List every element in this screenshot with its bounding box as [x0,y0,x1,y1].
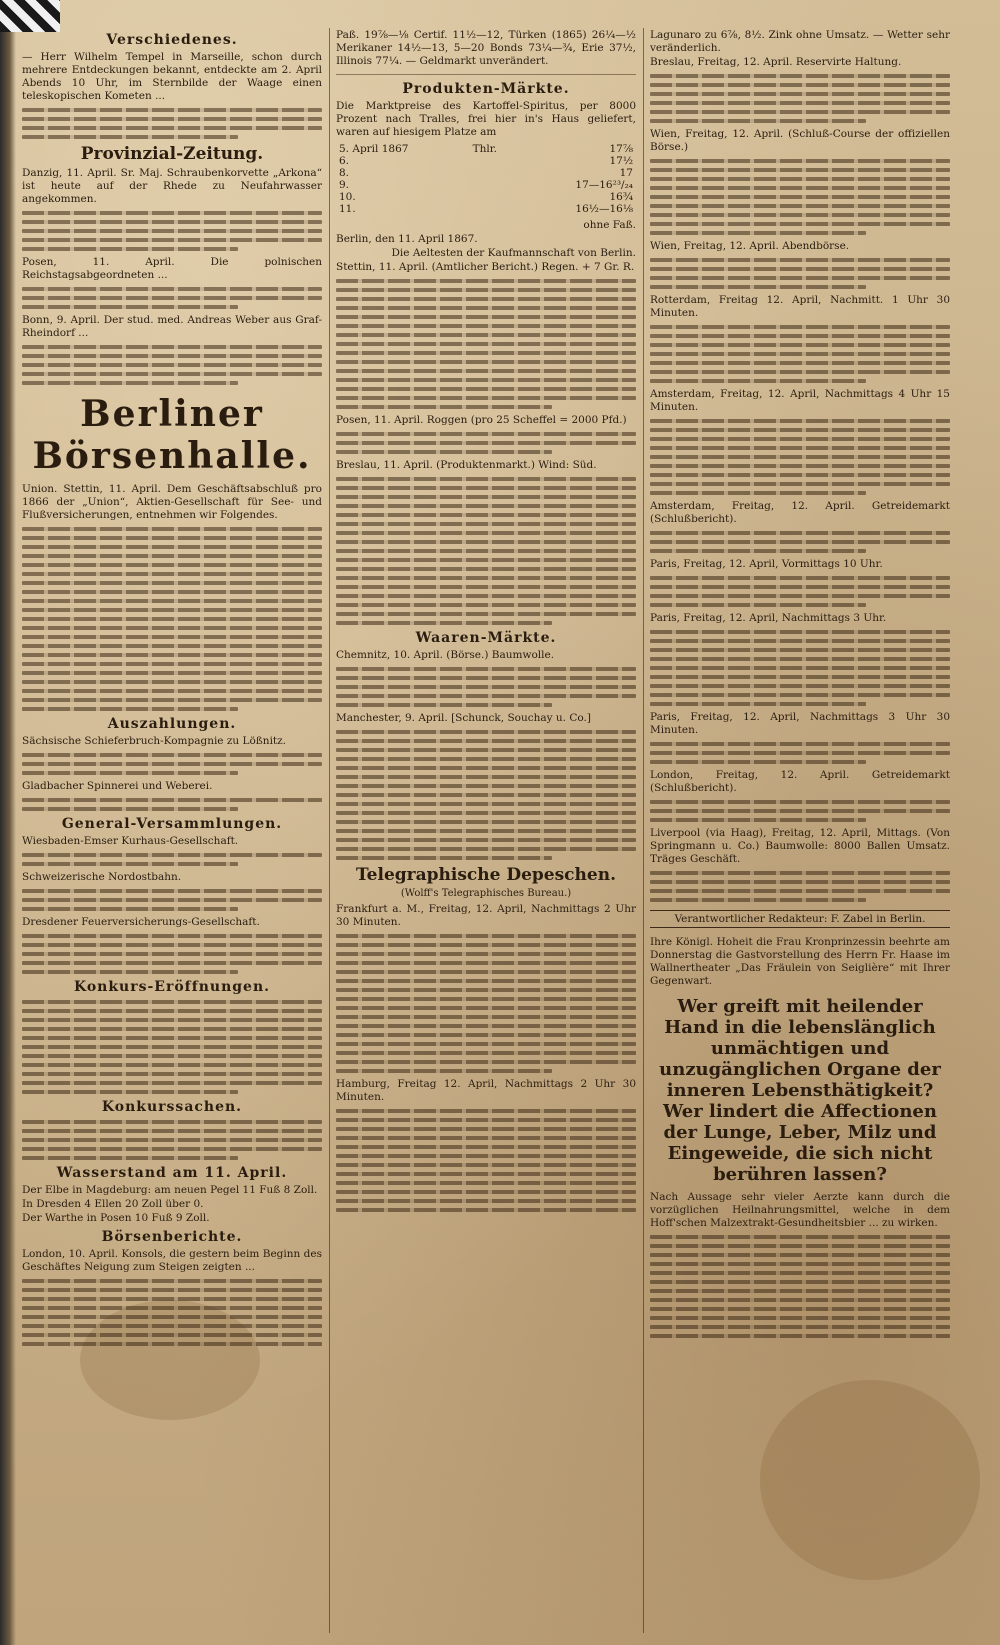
text-block [650,258,950,289]
notice-text: Ihre Königl. Hoheit die Frau Kronprinzessin beehrte am Donnerstag die Gastvorstellung des Herrn Fr. Haase im Wallnertheater „Das Fräulein von Seiglière“ mit Ihrer Gegenwart. [650,936,950,987]
spirit-unit [470,167,524,179]
spirit-price-row [336,143,636,155]
wasserstand-heading: Wasserstand am 11. April. [56,1165,288,1181]
text-block [22,1120,322,1160]
text-block [22,211,322,251]
boersenberichte-heading: Börsenberichte. [101,1229,243,1245]
spirit-unit [470,179,524,191]
union-text: Union. Stettin, 11. April. Dem Geschäftsabschluß pro 1866 der „Union“, Aktien-Gesellschaft für See- und Flußversicherungen, entnehmen wir Folgendes. [22,483,322,521]
text-block [336,1109,636,1212]
text-block [22,1279,322,1346]
boersenhalle-heading: Berliner Börsenhalle. [32,393,312,477]
text-block [336,667,636,707]
spirit-unit [470,155,524,167]
column-2 [336,28,636,1633]
text-block [22,934,322,974]
provinzial-heading: Provinzial-Zeitung. [80,144,264,164]
wasserstand-item: In Dresden 4 Ellen 20 Zoll über 0. [22,1198,204,1210]
verschiedenes-text: — Herr Wilhelm Tempel in Marseille, schon durch mehrere Entdeckungen bekannt, entdeckte am 2. April Abends 10 Uhr, im Sternbilde der Waage einen teleskopischen Kometen ... [22,51,322,102]
telegraph-heading: Telegraphische Depeschen. [355,865,616,885]
text-block [22,853,322,866]
london-text: London, 10. April. Konsols, die gestern beim Beginn des Geschäftes Neigung zum Steigen zeigten ... [22,1248,322,1273]
scan-binding-edge [0,0,16,1645]
text-block [650,871,950,902]
waaren-heading: Waaren-Märkte. [415,630,557,646]
wasserstand-item: Der Warthe in Posen 10 Fuß 9 Zoll. [22,1212,210,1224]
spirit-date: 11. [339,203,356,215]
text-block [22,108,322,139]
spirit-note: ohne Faß. [583,219,636,231]
spirit-date: 5. April 1867 [339,143,409,155]
chemnitz-text: Chemnitz, 10. April. (Börse.) Baumwolle. [336,649,555,661]
amsterdam-text: Amsterdam, Freitag, 12. April, Nachmittags 4 Uhr 15 Minuten. [650,388,950,413]
text-block [336,432,636,454]
spirit-unit: Thlr. [472,143,497,155]
berlin-date: Berlin, den 11. April 1867. [336,233,478,245]
paris-text: Paris, Freitag, 12. April, Nachmittags 3 Uhr. [650,612,887,624]
spirit-price-row [336,203,636,215]
posen-text: Posen, 11. April. Die polnischen Reichstagsabgeordneten ... [22,256,322,281]
text-block [650,419,950,495]
ad-headline: Wer greift mit heilender Hand in die lebenslänglich unmächtigen und unzugänglichen Organe der inneren Lebensthätigkeit? Wer lindert die Affectionen der Lunge, Leber, Milz und Eingeweide, die sich nicht berühren lassen? [659,996,941,1185]
generalversammlungen-heading: General-Versammlungen. [61,816,283,832]
text-block [22,287,322,309]
spirit-unit [470,191,524,203]
column-1 [22,28,322,1633]
spirit-price: 17—16²³/₂₄ [575,179,633,191]
editor-line: Verantwortlicher Redakteur: F. Zabel in Berlin. [650,910,950,928]
amsterdam-getreide-text: Amsterdam, Freitag, 12. April. Getreidemarkt (Schlußbericht). [650,500,950,525]
text-block [650,159,950,235]
spirit-date: 6. [339,155,350,167]
bonn-text: Bonn, 9. April. Der stud. med. Andreas Weber aus Graf-Rheindorf ... [22,314,322,339]
gv-item: Wiesbaden-Emser Kurhaus-Gesellschaft. [22,835,239,847]
text-block [650,531,950,553]
rotterdam-text: Rotterdam, Freitag 12. April, Nachmitt. 1 Uhr 30 Minuten. [650,294,950,319]
spirit-unit [470,203,524,215]
hamburg-text: Hamburg, Freitag 12. April, Nachmittags 2 Uhr 30 Minuten. [336,1078,636,1103]
text-block [22,527,322,711]
stettin-text: Stettin, 11. April. (Amtlicher Bericht.) Regen. + 7 Gr. R. [336,261,635,273]
text-block [22,798,322,811]
posen-text: Posen, 11. April. Roggen (pro 25 Scheffel = 2000 Pfd.) [336,414,627,426]
text-block [650,74,950,123]
spirit-price-row [336,191,636,203]
spirit-price: 16½—16⅛ [575,203,633,215]
breslau-text: Breslau, Freitag, 12. April. Reservirte Haltung. [650,56,902,68]
top-text: Paß. 19⅞—⅛ Certif. 11½—12, Türken (1865) 26¼—½ Merikaner 14½—13, 5—20 Bonds 73¼—¾, Erie 37½, Illinois 77¼. — Geldmarkt unverändert. [336,29,636,67]
konkurssachen-heading: Konkurssachen. [101,1099,243,1115]
text-block [650,800,950,822]
spirit-price: 16¾ [609,191,633,203]
spirit-price-row [336,179,636,191]
top-text: Lagunaro zu 6⅞, 8½. Zink ohne Umsatz. — Wetter sehr veränderlich. [650,29,950,54]
spirit-price-row [336,167,636,179]
wien-text: Wien, Freitag, 12. April. (Schluß-Course der offiziellen Börse.) [650,128,950,153]
auszahlungen-item: Gladbacher Spinnerei und Weberei. [22,780,213,792]
spirit-date: 9. [339,179,350,191]
column-rule [643,28,644,1633]
text-block [650,576,950,607]
text-block [336,477,636,625]
frankfurt-text: Frankfurt a. M., Freitag, 12. April, Nachmittags 2 Uhr 30 Minuten. [336,903,636,928]
breslau-text: Breslau, 11. April. (Produktenmarkt.) Wind: Süd. [336,459,597,471]
text-block [22,753,322,775]
text-block [650,630,950,706]
text-block [650,742,950,764]
separator [336,74,636,75]
auszahlungen-item: Sächsische Schieferbruch-Kompagnie zu Lößnitz. [22,735,287,747]
text-block [650,1235,950,1338]
wien-abend-text: Wien, Freitag, 12. April. Abendbörse. [650,240,850,252]
spirit-date: 10. [339,191,356,203]
auszahlungen-heading: Auszahlungen. [107,716,237,732]
liverpool-text: Liverpool (via Haag), Freitag, 12. April, Mittags. (Von Springmann u. Co.) Baumwolle: 8000 Ballen Umsatz. Träges Geschäft. [650,827,950,865]
spirit-date: 8. [339,167,350,179]
produkten-heading: Produkten-Märkte. [402,81,570,97]
text-block [650,325,950,383]
gv-item: Dresdener Feuerversicherungs-Gesellschaft. [22,916,260,928]
provinzial-text: Danzig, 11. April. Sr. Maj. Schraubenkorvette „Arkona“ ist heute auf der Rhede zu Neufahrwasser angekommen. [22,167,322,205]
spirit-price: 17⅞ [609,143,633,155]
aelteste-signature: Die Aeltesten der Kaufmannschaft von Berlin. [391,247,636,259]
column-rule [329,28,330,1633]
telegraph-subheading: (Wolff's Telegraphisches Bureau.) [400,888,572,899]
spirit-price: 17½ [609,155,633,167]
verschiedenes-heading: Verschiedenes. [106,32,238,48]
column-3 [650,28,950,1633]
spirit-price-row [336,155,636,167]
paris-text: Paris, Freitag, 12. April, Vormittags 10 Uhr. [650,558,883,570]
text-block [22,1000,322,1094]
paris-text: Paris, Freitag, 12. April, Nachmittags 3 Uhr 30 Minuten. [650,711,950,736]
london-text: London, Freitag, 12. April. Getreidemarkt (Schlußbericht). [650,769,950,794]
text-block [22,345,322,385]
spirit-price: 17 [619,167,633,179]
konkurs-heading: Konkurs-Eröffnungen. [73,979,271,995]
text-block [336,279,636,409]
spirit-price-table [336,143,636,215]
wasserstand-item: Der Elbe in Magdeburg: am neuen Pegel 11 Fuß 8 Zoll. [22,1184,318,1196]
text-block [336,934,636,1073]
gv-item: Schweizerische Nordostbahn. [22,871,182,883]
ad-text: Nach Aussage sehr vieler Aerzte kann durch die vorzüglichen Heilnahrungsmittel, welche in dem Hoff'schen Malzextrakt-Gesundheitsbier ... zu wirken. [650,1191,950,1229]
produkten-text: Die Marktpreise des Kartoffel-Spiritus, per 8000 Prozent nach Tralles, frei hier in's Haus geliefert, waren auf hiesigem Platze am [336,100,636,138]
text-block [22,889,322,911]
manchester-text: Manchester, 9. April. [Schunck, Souchay u. Co.] [336,712,591,724]
text-block [336,730,636,860]
